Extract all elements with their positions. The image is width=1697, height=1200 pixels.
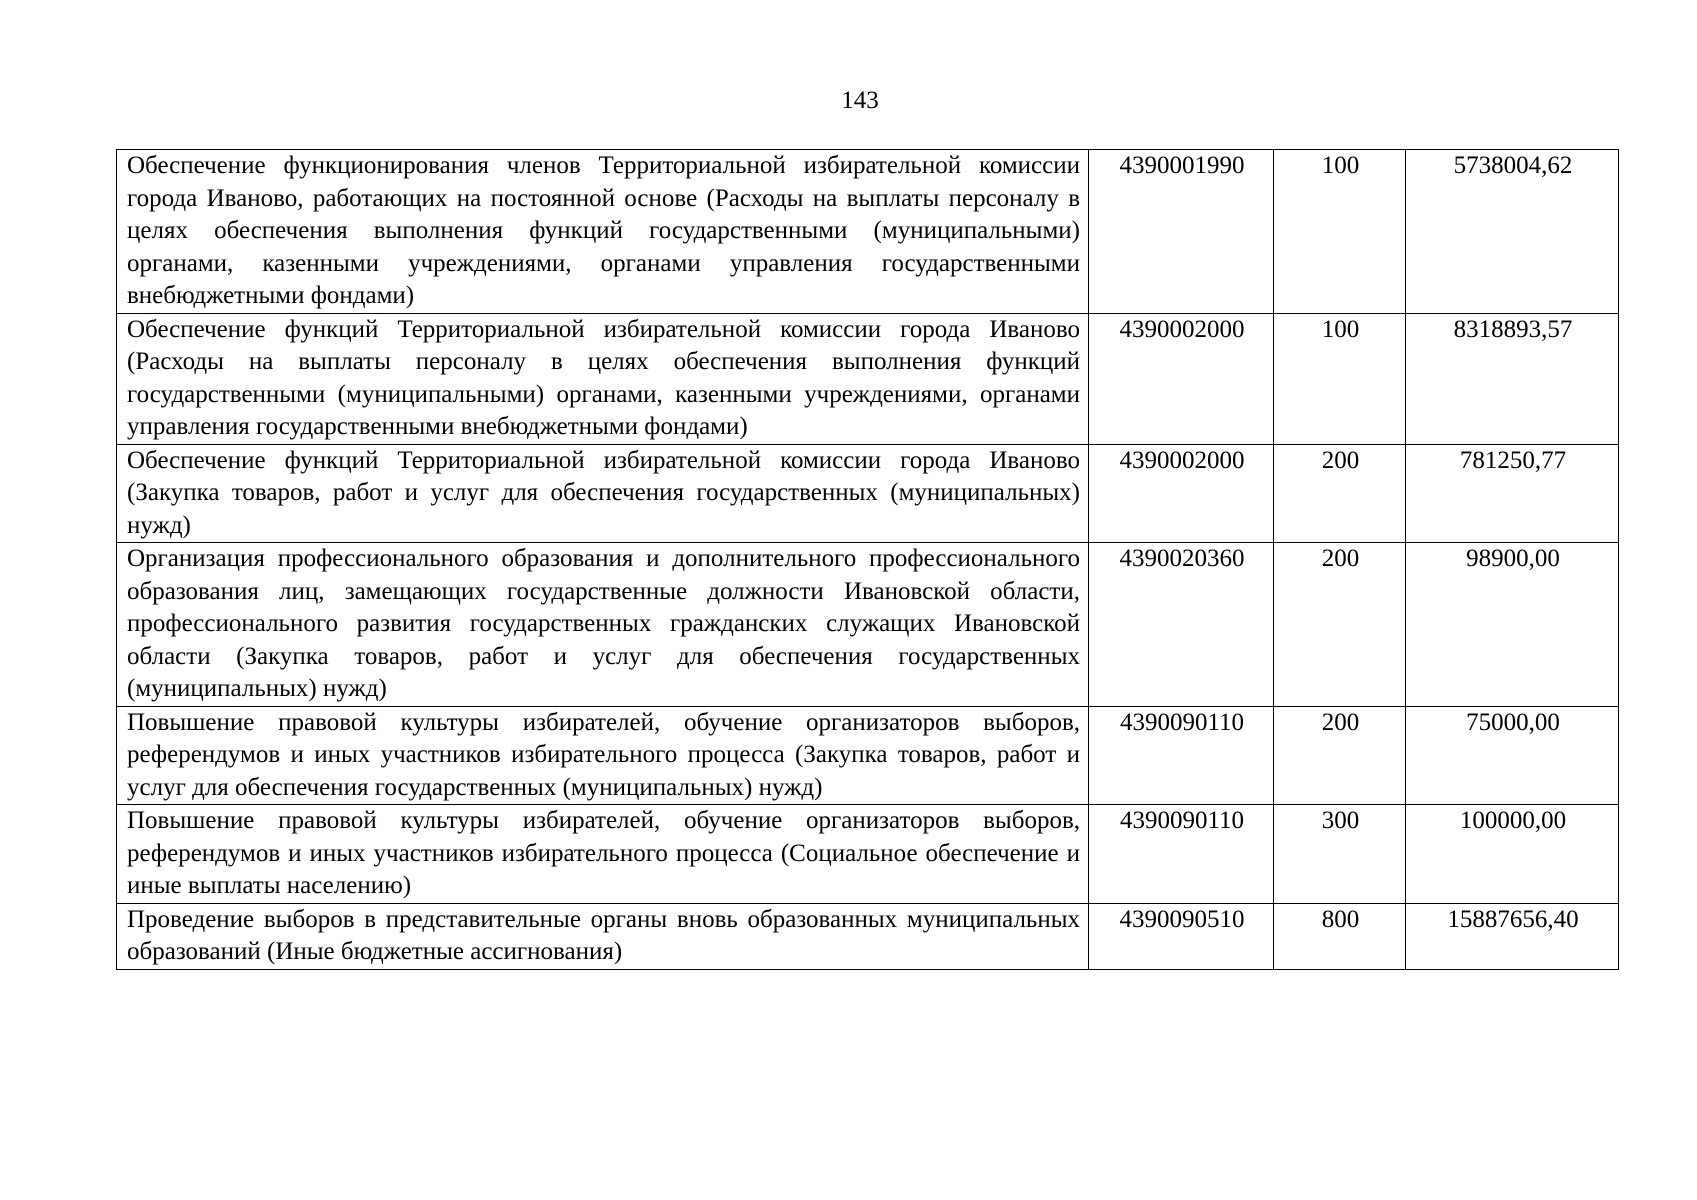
- table-row: [117, 805, 1619, 904]
- table-row: [117, 150, 1619, 314]
- page-number: 143: [841, 87, 879, 114]
- row-amount: 100000,00: [1406, 805, 1619, 904]
- row-expense-type: 100: [1274, 150, 1406, 314]
- table-row: [117, 706, 1619, 805]
- row-target-code: 4390001990: [1089, 150, 1274, 314]
- row-amount: 98900,00: [1406, 543, 1619, 707]
- row-amount: 8318893,57: [1406, 313, 1619, 444]
- row-expense-type: 200: [1274, 543, 1406, 707]
- row-target-code: 4390090110: [1089, 706, 1274, 805]
- row-amount: 5738004,62: [1406, 150, 1619, 314]
- table-row: [117, 903, 1619, 969]
- row-expense-type: 200: [1274, 706, 1406, 805]
- row-expense-type: 300: [1274, 805, 1406, 904]
- budget-table: [116, 149, 1619, 970]
- budget-table-body: [117, 150, 1619, 970]
- row-amount: 15887656,40: [1406, 903, 1619, 969]
- row-description: Проведение выборов в представительные органы вновь образованных муниципальных образований (Иные бюджетные ассигнования): [117, 903, 1089, 969]
- row-description: Повышение правовой культуры избирателей, обучение организаторов выборов, референдумов и иных участников избирательного процесса (Закупка товаров, работ и услуг для обеспечения государственных (муниципальных) нужд): [117, 706, 1089, 805]
- row-target-code: 4390002000: [1089, 444, 1274, 543]
- row-description: Обеспечение функционирования членов Территориальной избирательной комиссии города Иваново, работающих на постоянной основе (Расходы на выплаты персоналу в целях обеспечения выполнения функций государственными (муниципальными) органами, казенными учреждениями, органами управления государственными внебюджетными фондами): [117, 150, 1089, 314]
- row-description: Повышение правовой культуры избирателей, обучение организаторов выборов, референдумов и иных участников избирательного процесса (Социальное обеспечение и иные выплаты населению): [117, 805, 1089, 904]
- row-target-code: 4390002000: [1089, 313, 1274, 444]
- row-description: Обеспечение функций Территориальной избирательной комиссии города Иваново (Расходы на выплаты персоналу в целях обеспечения выполнения функций государственными (муниципальными) органами, казенными учреждениями, органами управления государственными внебюджетными фондами): [117, 313, 1089, 444]
- row-description: Обеспечение функций Территориальной избирательной комиссии города Иваново (Закупка товаров, работ и услуг для обеспечения государственных (муниципальных) нужд): [117, 444, 1089, 543]
- row-target-code: 4390020360: [1089, 543, 1274, 707]
- row-expense-type: 800: [1274, 903, 1406, 969]
- row-target-code: 4390090510: [1089, 903, 1274, 969]
- row-expense-type: 200: [1274, 444, 1406, 543]
- table-row: [117, 313, 1619, 444]
- row-description: Организация профессионального образования и дополнительного профессионального образования лиц, замещающих государственные должности Ивановской области, профессионального развития государственных гражданских служащих Ивановской области (Закупка товаров, работ и услуг для обеспечения государственных (муниципальных) нужд): [117, 543, 1089, 707]
- row-amount: 75000,00: [1406, 706, 1619, 805]
- table-row: [117, 444, 1619, 543]
- table-row: [117, 543, 1619, 707]
- row-amount: 781250,77: [1406, 444, 1619, 543]
- row-target-code: 4390090110: [1089, 805, 1274, 904]
- row-expense-type: 100: [1274, 313, 1406, 444]
